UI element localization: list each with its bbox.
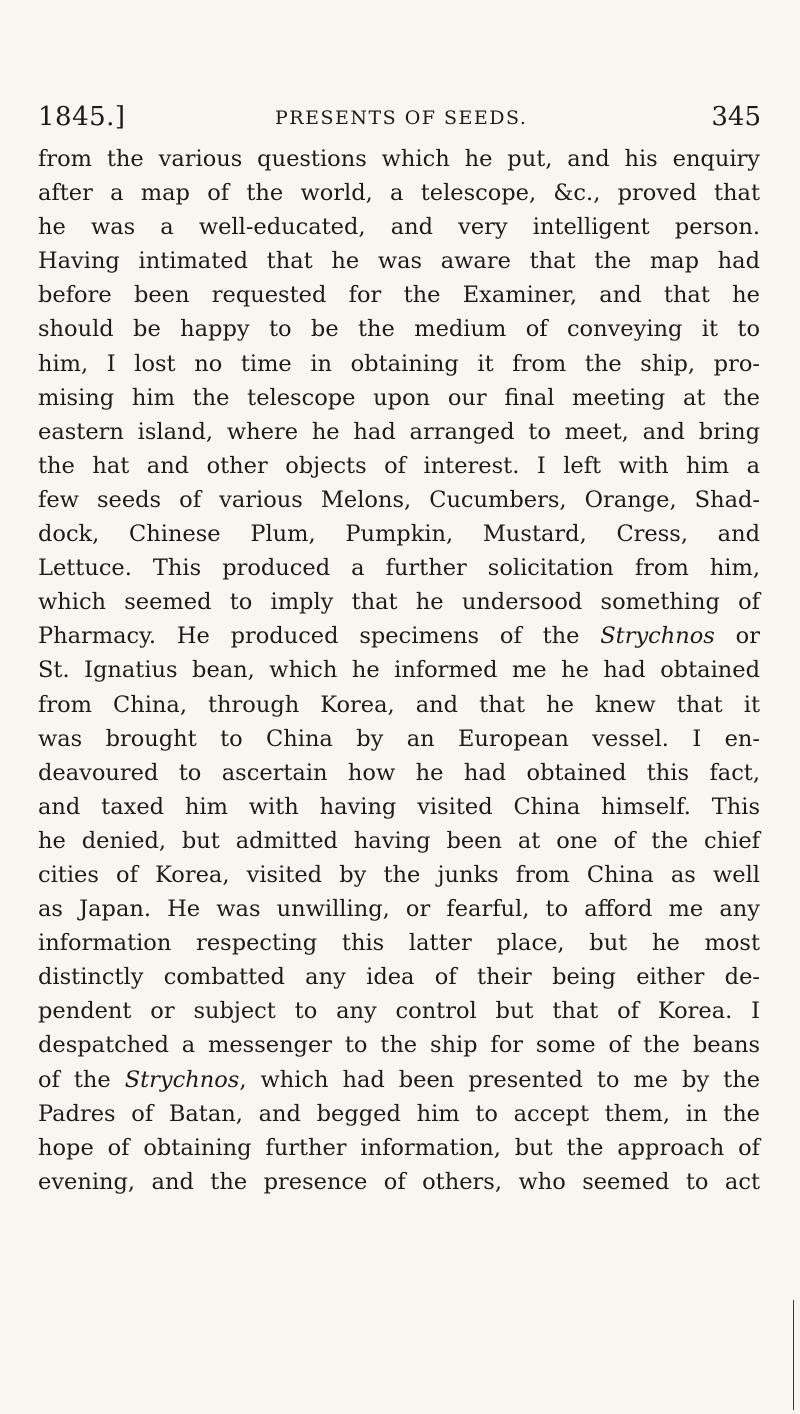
line-text: he denied, but admitted having been at one of the chief (38, 827, 760, 854)
text-line (38, 347, 760, 381)
text-line (38, 312, 760, 346)
text-line (38, 244, 760, 278)
text-line (38, 176, 760, 210)
line-text: St. Ignatius bean, which he informed me he had obtained (38, 657, 760, 684)
line-text: information respecting this latter place, but he most (38, 930, 760, 957)
text-line (38, 619, 760, 653)
line-text: him, I lost no time in obtaining it from the ship, pro- (38, 350, 760, 377)
text-line (38, 756, 760, 790)
italic-term: Strychnos (600, 623, 715, 650)
line-text: hope of obtaining further information, but the approach of (38, 1134, 760, 1161)
text-line (38, 1063, 760, 1097)
line-text: Having intimated that he was aware that the map had (38, 248, 760, 275)
line-text: or (714, 623, 760, 650)
line-text: deavoured to ascertain how he had obtained this fact, (38, 759, 760, 786)
line-text: mising him the telescope upon our final meeting at the (38, 384, 760, 411)
header-title: PRESENTS OF SEEDS. (275, 107, 528, 129)
text-line (38, 381, 760, 415)
line-text: few seeds of various Melons, Cucumbers, Orange, Shad- (38, 486, 760, 513)
page-edge-rule (793, 1300, 794, 1410)
line-text: evening, and the presence of others, who seemed to act (38, 1168, 760, 1195)
header-year: 1845.] (38, 102, 126, 132)
line-text: before been requested for the Examiner, and that he (38, 282, 760, 309)
text-line (38, 790, 760, 824)
text-line (38, 994, 760, 1028)
text-line (38, 653, 760, 687)
line-text: which seemed to imply that he undersood something of (38, 589, 760, 616)
running-header (38, 102, 761, 142)
line-text: pendent or subject to any control but that of Korea. I (38, 998, 760, 1025)
text-line (38, 278, 760, 312)
line-text: as Japan. He was unwilling, or fearful, to afford me any (38, 896, 760, 923)
body-paragraph (38, 142, 760, 1199)
italic-term: Strychnos (124, 1066, 240, 1093)
text-line (38, 1131, 760, 1165)
text-line (38, 1028, 760, 1062)
text-line (38, 585, 760, 619)
text-line (38, 415, 760, 449)
line-text: from the various questions which he put, and his enquiry (38, 146, 760, 172)
page-number: 345 (711, 102, 761, 132)
line-text: the hat and other objects of interest. I left with him a (38, 452, 760, 479)
line-text: eastern island, where he had arranged to meet, and bring (38, 418, 760, 445)
text-line (38, 858, 760, 892)
line-text: dock, Chinese Plum, Pumpkin, Mustard, Cress, and (38, 521, 760, 548)
line-text: , which had been presented to me by the (239, 1066, 761, 1093)
line-text: despatched a messenger to the ship for some of the beans (38, 1032, 760, 1059)
text-line (38, 892, 760, 926)
text-line (38, 483, 760, 517)
line-text: after a map of the world, a telescope, &c., proved that (38, 180, 760, 207)
text-line (38, 517, 760, 551)
line-text: and taxed him with having visited China himself. This (38, 793, 760, 820)
line-text: should be happy to be the medium of conveying it to (38, 316, 760, 343)
text-line (38, 960, 760, 994)
text-line (38, 210, 760, 244)
text-line (38, 1165, 760, 1199)
line-text: distinctly combatted any idea of their being either de- (38, 964, 760, 991)
text-line (38, 1097, 760, 1131)
text-line (38, 722, 760, 756)
text-line (38, 926, 760, 960)
line-text: from China, through Korea, and that he knew that it (38, 691, 760, 718)
line-text: cities of Korea, visited by the junks from China as well (38, 861, 760, 888)
text-line (38, 449, 760, 483)
line-text: he was a well-educated, and very intelligent person. (38, 214, 760, 241)
text-line (38, 824, 760, 858)
line-text: Padres of Batan, and begged him to accept them, in the (38, 1100, 760, 1127)
line-text: of the (38, 1066, 125, 1093)
line-text: Lettuce. This produced a further solicitation from him, (38, 555, 760, 582)
text-line (38, 142, 760, 176)
text-line (38, 688, 760, 722)
text-line (38, 551, 760, 585)
line-text: was brought to China by an European vessel. I en- (38, 725, 760, 752)
line-text: Pharmacy. He produced specimens of the (38, 623, 601, 650)
